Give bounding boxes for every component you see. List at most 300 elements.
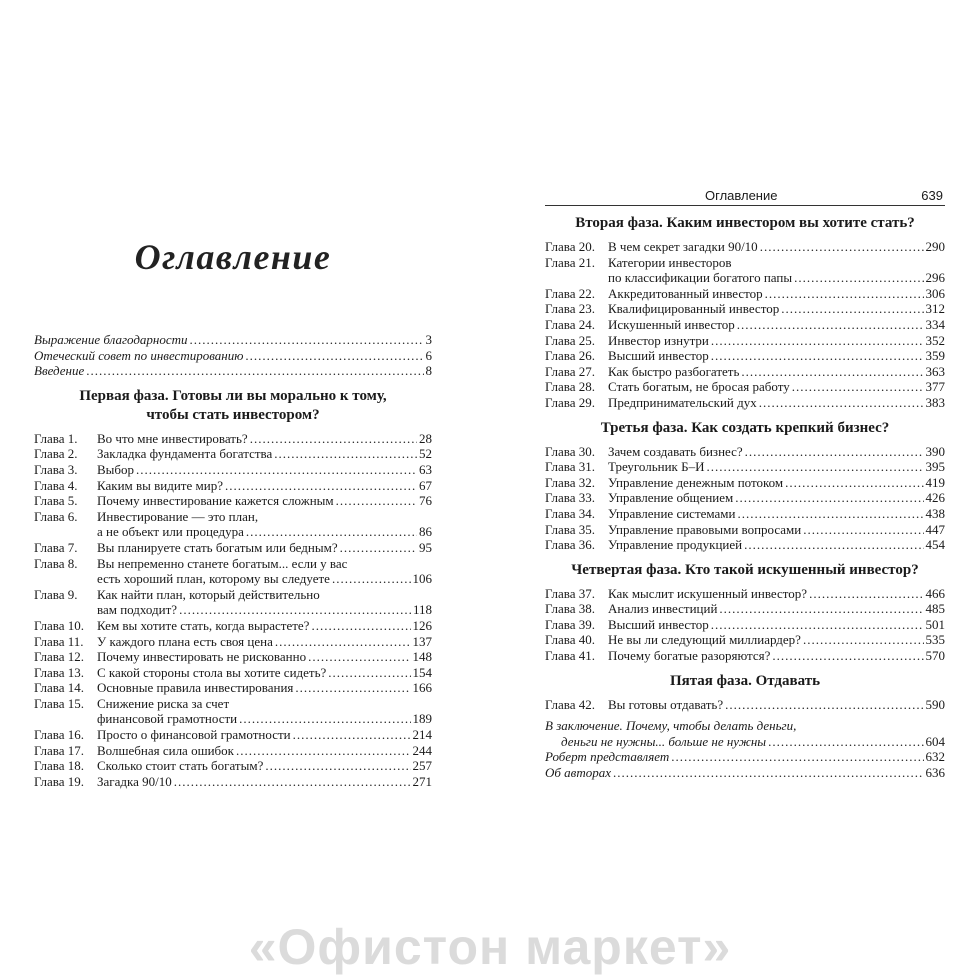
page-ref: 3: [425, 332, 432, 347]
entry-body: [608, 617, 945, 633]
dot-leader: [737, 317, 924, 333]
page-ref: 296: [925, 270, 945, 286]
toc-entry: [545, 522, 945, 538]
dot-leader: [613, 765, 924, 781]
entry-title-line: Почему инвестировать не рискованно: [97, 649, 307, 665]
page-ref: 363: [925, 363, 945, 379]
toc-entry: [545, 648, 945, 664]
toc-entry: [34, 758, 432, 774]
chapter-number: Глава 35.: [545, 521, 596, 537]
chapter-number: Глава 40.: [545, 632, 596, 648]
dot-leader: [765, 286, 924, 302]
entry-title-line: Введение: [34, 363, 85, 379]
toc-entry: [34, 462, 432, 478]
entry-title-line: Кем вы хотите стать, когда вырастете?: [97, 617, 310, 633]
entry-body: [608, 255, 945, 286]
dot-leader: [246, 524, 417, 540]
dot-leader: [332, 571, 411, 587]
chapter-number: Глава 23.: [545, 301, 596, 317]
entry-body: [608, 586, 945, 602]
page-ref: 447: [925, 521, 945, 537]
entry-last-line: [608, 364, 945, 380]
toc-entry: [545, 617, 945, 633]
entry-title-line: Управление денежным потоком: [608, 474, 784, 490]
section-title-phase-2: Вторая фаза. Каким инвестором вы хотите стать?: [575, 215, 915, 231]
entry-body: [608, 475, 945, 491]
page-ref: 28: [419, 430, 432, 446]
page-ref: 106: [412, 571, 432, 587]
entry-body: [545, 765, 945, 781]
chapter-number: Глава 26.: [545, 348, 596, 364]
entry-title-line: Сколько стоит стать богатым?: [97, 758, 264, 774]
entry-title-line: Во что мне инвестировать?: [97, 430, 248, 446]
entry-body: [97, 618, 432, 634]
chapter-number: Глава 17.: [34, 742, 85, 758]
toc-entry: [545, 364, 945, 380]
entry-body: [608, 286, 945, 302]
entry-last-line: [34, 332, 432, 348]
page-ref: 244: [412, 742, 432, 758]
chapter-number: Глава 41.: [545, 648, 596, 664]
page-number: 639: [921, 188, 943, 203]
toc-entry: [34, 680, 432, 696]
entry-last-line: [97, 571, 432, 587]
entry-last-line: [608, 239, 945, 255]
page-ref: 257: [412, 758, 432, 774]
entry-last-line: [97, 649, 432, 665]
running-head-title: Оглавление: [705, 188, 778, 203]
chapter-number: Глава 28.: [545, 379, 596, 395]
entry-body: [34, 332, 432, 348]
page-ref: 535: [925, 632, 945, 648]
page-ref: 438: [925, 505, 945, 521]
chapter-number: Глава 42.: [545, 696, 596, 712]
entry-body: [608, 317, 945, 333]
entry-body: [97, 774, 432, 790]
entry-body: [608, 239, 945, 255]
entry-last-line: [608, 522, 945, 538]
chapter-number: Глава 13.: [34, 664, 85, 680]
chapter-number: Глава 2.: [34, 446, 78, 462]
entry-title-line: Не вы ли следующий миллиардер?: [608, 632, 801, 648]
chapter-number: Глава 15.: [34, 695, 85, 711]
entry-title-line: Стать богатым, не бросая работу: [608, 379, 790, 395]
entry-title-line: Снижение риска за счет: [97, 695, 230, 711]
page-ref: 290: [925, 239, 945, 254]
toc-entry: [34, 665, 432, 681]
toc-entry: [34, 743, 432, 759]
dot-leader: [809, 586, 923, 602]
entry-title-line: Почему инвестирование кажется сложным: [97, 493, 334, 509]
dot-leader: [738, 506, 924, 522]
chapter-number: Глава 34.: [545, 505, 596, 521]
entry-title-line: вам подходит?: [97, 602, 178, 618]
entry-last-line: [97, 774, 432, 790]
dot-leader: [706, 459, 923, 475]
chapter-number: Глава 1.: [34, 430, 78, 446]
entry-last-line: [608, 648, 945, 664]
toc-entry: [34, 618, 432, 634]
entry-title-line: по классификации богатого папы: [608, 270, 793, 286]
entry-title-line: деньги не нужны... больше не нужны: [561, 733, 767, 749]
entry-body: [608, 522, 945, 538]
dot-leader: [711, 333, 924, 349]
entry-last-line: [97, 524, 432, 540]
chapter-number: Глава 6.: [34, 508, 78, 524]
entry-body: [97, 649, 432, 665]
chapter-number: Глава 19.: [34, 773, 85, 789]
dot-leader: [239, 711, 410, 727]
entry-title-line: Категории инвесторов: [608, 254, 732, 270]
chapter-number: Глава 37.: [545, 585, 596, 601]
chapter-number: Глава 27.: [545, 363, 596, 379]
toc-entry: [545, 537, 945, 553]
toc-entry: [545, 348, 945, 364]
dot-leader: [136, 462, 417, 478]
toc-entry: [545, 749, 945, 765]
toc-entry: [34, 649, 432, 665]
dot-leader: [711, 348, 924, 364]
toc-entry: [545, 239, 945, 255]
chapter-number: Глава 32.: [545, 474, 596, 490]
toc-entry: [34, 727, 432, 743]
running-head: [545, 188, 945, 206]
chapter-number: Глава 20.: [545, 239, 596, 254]
toc-entry: [545, 317, 945, 333]
entry-body: [608, 506, 945, 522]
toc-entry: [34, 587, 432, 618]
dot-leader: [794, 270, 923, 286]
chapter-number: Глава 16.: [34, 727, 85, 743]
chapter-list-phase-2: [545, 239, 945, 411]
page-ref: 334: [925, 316, 945, 332]
toc-entry: [34, 634, 432, 650]
section-title-line-1: Первая фаза. Готовы ли вы морально к тому,: [79, 387, 387, 404]
dot-leader: [250, 431, 417, 447]
chapter-number: Глава 8.: [34, 555, 78, 571]
page-ref: 419: [925, 474, 945, 490]
page-ref: 359: [925, 348, 945, 364]
entry-body: [97, 680, 432, 696]
page-ref: 52: [419, 446, 432, 462]
dot-leader: [745, 444, 924, 460]
entry-body: [608, 364, 945, 380]
chapter-number: Глава 30.: [545, 443, 596, 459]
entry-last-line: [608, 632, 945, 648]
left-page: [34, 220, 432, 789]
entry-title-line: Высший инвестор: [608, 616, 709, 632]
entry-title-line: Вы планируете стать богатым или бедным?: [97, 539, 338, 555]
entry-title-line: Отеческий совет по инвестированию: [34, 347, 244, 363]
entry-body: [97, 540, 432, 556]
entry-last-line: [608, 333, 945, 349]
back-matter-list: [545, 718, 945, 780]
front-matter-list: [34, 332, 432, 379]
page-ref: 118: [412, 602, 432, 618]
page-ref: 95: [419, 539, 432, 555]
entry-title-line: Закладка фундамента богатства: [97, 446, 273, 462]
dot-leader: [803, 522, 923, 538]
entry-body: [34, 348, 432, 364]
page-ref: 570: [925, 648, 945, 664]
entry-last-line: [608, 270, 945, 286]
entry-last-line: [97, 446, 432, 462]
page-ref: 154: [412, 664, 432, 680]
toc-entry: [545, 379, 945, 395]
entry-last-line: [97, 493, 432, 509]
page-ref: 466: [925, 585, 945, 601]
entry-title-line: Об авторах: [545, 765, 611, 781]
dot-leader: [719, 601, 923, 617]
chapter-number: Глава 10.: [34, 617, 85, 633]
entry-last-line: [608, 586, 945, 602]
page-ref: 86: [419, 524, 432, 540]
dot-leader: [336, 493, 417, 509]
entry-last-line: [97, 478, 432, 494]
entry-title-line: Роберт представляет: [545, 749, 670, 765]
chapter-number: Глава 29.: [545, 394, 596, 410]
entry-last-line: [608, 286, 945, 302]
page-ref: 63: [419, 461, 432, 477]
page-title: Оглавление: [134, 237, 332, 277]
entry-last-line: [545, 765, 945, 781]
entry-title-line: Анализ инвестиций: [608, 601, 718, 617]
entry-last-line: [545, 749, 945, 765]
page-ref: 395: [925, 459, 945, 475]
toc-entry: [34, 446, 432, 462]
entry-last-line: [608, 617, 945, 633]
entry-title-line: С какой стороны стола вы хотите сидеть?: [97, 664, 327, 680]
entry-body: [97, 634, 432, 650]
entry-title-line: Управление правовыми вопросами: [608, 521, 802, 537]
toc-entry: [545, 255, 945, 286]
dot-leader: [311, 618, 410, 634]
entry-body: [608, 348, 945, 364]
toc-entry: [545, 459, 945, 475]
chapter-number: Глава 38.: [545, 601, 596, 617]
dot-leader: [174, 774, 411, 790]
chapter-number: Глава 21.: [545, 254, 596, 270]
entry-body: [608, 601, 945, 617]
dot-leader: [275, 634, 411, 650]
dot-leader: [792, 379, 924, 395]
entry-title-line: Инвестор изнутри: [608, 332, 709, 348]
entry-body: [97, 478, 432, 494]
dot-leader: [744, 537, 923, 553]
entry-last-line: [608, 490, 945, 506]
dot-leader: [179, 602, 411, 618]
entry-body: [608, 301, 945, 317]
entry-body: [545, 718, 945, 749]
entry-last-line: [608, 601, 945, 617]
page-ref: 636: [925, 765, 945, 781]
entry-title-line: Квалифицированный инвестор: [608, 301, 780, 317]
chapter-number: Глава 11.: [34, 633, 84, 649]
entry-last-line: [34, 348, 432, 364]
page-ref: 390: [925, 443, 945, 459]
entry-body: [34, 363, 432, 379]
section-title-line-2: чтобы стать инвестором?: [146, 406, 320, 423]
page-ref: 271: [412, 773, 432, 789]
entry-title-line: У каждого плана есть своя цена: [97, 633, 273, 649]
page-ref: 306: [925, 285, 945, 301]
entry-body: [608, 333, 945, 349]
page-ref: 6: [425, 347, 432, 363]
entry-body: [608, 379, 945, 395]
chapter-list-phase-3: [545, 444, 945, 553]
page-ref: 137: [412, 633, 432, 649]
dot-leader: [768, 734, 923, 750]
entry-body: [97, 727, 432, 743]
entry-body: [97, 431, 432, 447]
page-ref: 67: [419, 477, 432, 493]
entry-body: [608, 648, 945, 664]
dot-leader: [760, 239, 924, 255]
chapter-number: Глава 25.: [545, 332, 596, 348]
toc-entry: [545, 301, 945, 317]
page-ref: 590: [925, 696, 945, 712]
entry-body: [97, 462, 432, 478]
toc-entry: [545, 586, 945, 602]
entry-last-line: [97, 602, 432, 618]
entry-last-line: [608, 444, 945, 460]
entry-last-line: [97, 431, 432, 447]
entry-body: [97, 556, 432, 587]
page-ref: 632: [925, 749, 945, 765]
dot-leader: [671, 749, 923, 765]
page-ref: 189: [412, 711, 432, 727]
dot-leader: [328, 665, 410, 681]
toc-entry: [545, 697, 945, 713]
entry-title-line: а не объект или процедура: [97, 524, 244, 540]
page-ref: 377: [925, 379, 945, 395]
toc-entry: [545, 333, 945, 349]
dot-leader: [772, 648, 923, 664]
toc-entry: [34, 774, 432, 790]
dot-leader: [245, 348, 423, 364]
page-ref: 8: [425, 363, 432, 379]
entry-last-line: [545, 734, 945, 750]
page-ref: 312: [925, 301, 945, 317]
right-page: [545, 188, 945, 781]
toc-entry: [545, 475, 945, 491]
entry-title-line: Основные правила инвестирования: [97, 680, 294, 696]
entry-last-line: [97, 540, 432, 556]
entry-body: [97, 446, 432, 462]
entry-last-line: [97, 727, 432, 743]
entry-title-line: Как найти план, который действительно: [97, 586, 320, 602]
entry-last-line: [97, 665, 432, 681]
section-title-phase-1: [34, 387, 432, 425]
dot-leader: [803, 632, 924, 648]
chapter-number: Глава 22.: [545, 285, 596, 301]
section-title-phase-3: Третья фаза. Как создать крепкий бизнес?: [600, 419, 890, 436]
entry-body: [608, 459, 945, 475]
entry-title-line: Треугольник Б–И: [608, 459, 705, 475]
toc-entry: [34, 363, 432, 379]
toc-entry: [34, 332, 432, 348]
toc-entry: [34, 431, 432, 447]
entry-title-line: Управление продукцией: [608, 537, 743, 553]
entry-title-line: Аккредитованный инвестор: [608, 285, 763, 301]
dot-leader: [293, 727, 411, 743]
chapter-list-phase-5: [545, 697, 945, 713]
chapter-number: Глава 3.: [34, 461, 78, 477]
entry-title-line: Вы готовы отдавать?: [608, 696, 724, 712]
toc-entry: [545, 444, 945, 460]
page-ref: 426: [925, 490, 945, 506]
entry-last-line: [97, 711, 432, 727]
section-title-phase-4: Четвертая фаза. Кто такой искушенный инвестор?: [571, 561, 919, 578]
toc-entry: [545, 632, 945, 648]
page-ref: 214: [412, 727, 432, 743]
entry-title-line: Как быстро разбогатеть: [608, 363, 740, 379]
entry-body: [97, 493, 432, 509]
entry-body: [608, 490, 945, 506]
entry-body: [97, 696, 432, 727]
entry-title-line: есть хороший план, которому вы следуете: [97, 571, 330, 587]
chapter-number: Глава 14.: [34, 680, 85, 696]
chapter-number: Глава 7.: [34, 539, 78, 555]
toc-entry: [34, 509, 432, 540]
entry-last-line: [97, 462, 432, 478]
toc-entry: [545, 718, 945, 749]
chapter-list-phase-1: [34, 431, 432, 790]
entry-last-line: [608, 537, 945, 553]
entry-title-line: Просто о финансовой грамотности: [97, 727, 291, 743]
toc-entry: [545, 506, 945, 522]
dot-leader: [741, 364, 923, 380]
entry-title-line: Искушенный инвестор: [608, 316, 735, 332]
entry-last-line: [97, 743, 432, 759]
dot-leader: [190, 332, 424, 348]
chapter-number: Глава 33.: [545, 490, 596, 506]
entry-last-line: [608, 395, 945, 411]
dot-leader: [340, 540, 417, 556]
entry-last-line: [608, 379, 945, 395]
toc-entry: [545, 286, 945, 302]
page-ref: 126: [412, 617, 432, 633]
dot-leader: [225, 478, 417, 494]
chapter-number: Глава 4.: [34, 477, 78, 493]
page-ref: 76: [419, 493, 432, 509]
dot-leader: [86, 363, 423, 379]
entry-title-line: Инвестирование — это план,: [97, 508, 259, 524]
entry-title-line: Почему богатые разоряются?: [608, 648, 771, 664]
entry-body: [608, 537, 945, 553]
chapter-number: Глава 12.: [34, 649, 85, 665]
entry-body: [608, 632, 945, 648]
dot-leader: [711, 617, 924, 633]
toc-entry: [545, 601, 945, 617]
entry-title-line: Выражение благодарности: [34, 332, 188, 347]
toc-entry: [545, 395, 945, 411]
dot-leader: [274, 446, 417, 462]
entry-last-line: [608, 697, 945, 713]
chapter-list-phase-4: [545, 586, 945, 664]
page-ref: 604: [925, 733, 945, 749]
entry-title-line: Предпринимательский дух: [608, 394, 757, 410]
dot-leader: [759, 395, 924, 411]
page-ref: 485: [925, 601, 945, 617]
chapter-number: Глава 31.: [545, 459, 596, 475]
entry-last-line: [97, 634, 432, 650]
chapter-number: Глава 24.: [545, 316, 596, 332]
entry-title-line: финансовой грамотности: [97, 711, 238, 727]
entry-title-line: Каким вы видите мир?: [97, 477, 223, 493]
entry-last-line: [97, 680, 432, 696]
toc-entry: [545, 765, 945, 781]
